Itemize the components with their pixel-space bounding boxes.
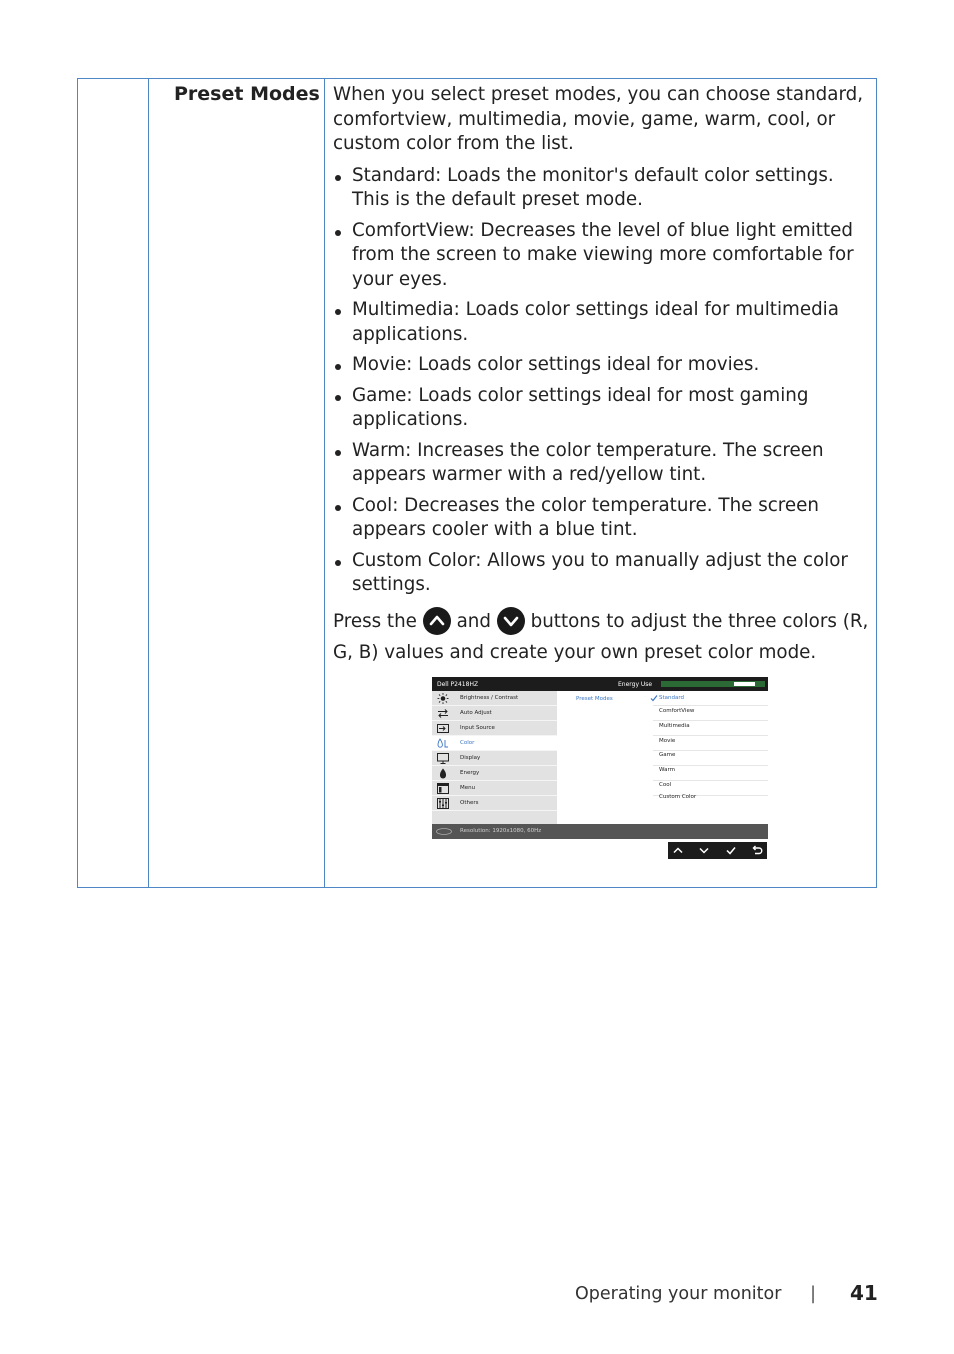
osd-menu-label: Energy	[460, 770, 480, 776]
preset-option-standard[interactable]	[653, 691, 768, 706]
osd-status-bar	[432, 824, 768, 839]
display-icon	[437, 753, 449, 764]
osd-menu-label: Others	[460, 800, 479, 806]
energy-icon	[437, 768, 449, 779]
chevron-up-icon	[423, 607, 451, 635]
osd-energy-label: Energy Use	[618, 681, 653, 688]
list-item: Standard: Loads the monitor's default color settings. This is the default preset mode.	[333, 164, 875, 213]
chevron-down-icon	[497, 607, 525, 635]
osd-submenu	[557, 691, 768, 824]
osd-menu-label: Input Source	[460, 725, 495, 731]
check-icon	[650, 694, 658, 702]
preset-option-game[interactable]	[653, 751, 768, 766]
list-item: Custom Color: Allows you to manually adjust the color settings.	[333, 549, 875, 598]
column-divider	[148, 79, 149, 887]
list-item: Game: Loads color settings ideal for most gaming applications.	[333, 384, 875, 433]
settings-table	[77, 78, 877, 888]
osd-header	[432, 677, 768, 691]
preset-option-label: Custom Color	[659, 794, 697, 800]
preset-option-label: Game	[659, 752, 676, 758]
preset-option-label: Movie	[659, 738, 676, 744]
list-item: Multimedia: Loads color settings ideal for multimedia applications.	[333, 298, 875, 347]
osd-model-name: Dell P2418HZ	[437, 681, 479, 688]
energy-use-bar	[661, 681, 765, 687]
column-divider	[324, 79, 325, 887]
press-text-3: buttons to adjust the three colors (R, G, B) values and create your own preset color mode.	[333, 610, 869, 663]
preset-option-custom-color[interactable]	[653, 796, 768, 811]
preset-option-label: Standard	[659, 695, 685, 701]
row-heading: Preset Modes	[174, 83, 320, 105]
osd-menu-brightness-contrast[interactable]	[432, 691, 557, 706]
osd-menu-illustration	[432, 677, 768, 859]
osd-menu-label: Brightness / Contrast	[460, 695, 519, 701]
list-item: Movie: Loads color settings ideal for movies.	[333, 353, 875, 378]
back-icon[interactable]	[750, 844, 764, 857]
footer-separator: |	[810, 1283, 817, 1304]
osd-menu-others[interactable]	[432, 796, 557, 811]
preset-option-label: ComfortView	[659, 708, 695, 714]
osd-menu-energy[interactable]	[432, 766, 557, 781]
energy-use-indicator	[734, 682, 755, 686]
preset-option-label: Multimedia	[659, 723, 690, 729]
input-source-icon	[437, 723, 449, 734]
resolution-text: Resolution: 1920x1080, 60Hz	[460, 828, 542, 834]
osd-menu-label: Color	[460, 740, 475, 746]
osd-menu-label: Display	[460, 755, 481, 761]
menu-icon	[437, 783, 449, 794]
osd-menu-auto-adjust[interactable]	[432, 706, 557, 721]
preset-option-movie[interactable]	[653, 736, 768, 751]
others-icon	[437, 798, 449, 809]
osd-menu-display[interactable]	[432, 751, 557, 766]
preset-option-warm[interactable]	[653, 766, 768, 781]
osd-menu-label: Menu	[460, 785, 476, 791]
check-icon[interactable]	[724, 844, 738, 857]
preset-option-label: Cool	[659, 782, 672, 788]
list-item: Cool: Decreases the color temperature. The screen appears cooler with a blue tint.	[333, 494, 875, 543]
list-item: ComfortView: Decreases the level of blue light emitted from the screen to make viewing more comfortable for your eyes.	[333, 219, 875, 293]
osd-button-bar	[668, 842, 767, 859]
intro-text: When you select preset modes, you can choose standard, comfortview, multimedia, movie, game, warm, cool, or custom color from the list.	[333, 84, 864, 154]
preset-list	[333, 164, 875, 598]
footer-section-title: Operating your monitor	[575, 1284, 782, 1304]
osd-main-menu	[432, 691, 557, 824]
dell-logo-icon	[436, 828, 452, 835]
brightness-icon	[437, 693, 449, 704]
chevron-down-icon[interactable]	[697, 844, 711, 857]
press-text-1: Press the	[333, 610, 417, 632]
page-number: 41	[850, 1281, 878, 1305]
color-icon	[437, 738, 449, 749]
osd-menu-menu[interactable]	[432, 781, 557, 796]
auto-adjust-icon	[437, 708, 449, 719]
osd-menu-color[interactable]	[432, 736, 557, 751]
osd-menu-input-source[interactable]	[432, 721, 557, 736]
press-text-2: and	[456, 610, 491, 632]
preset-option-multimedia[interactable]	[653, 721, 768, 736]
row-description	[333, 83, 875, 668]
osd-menu-label: Auto Adjust	[460, 710, 492, 716]
osd-submenu-label[interactable]: Preset Modes	[576, 696, 613, 702]
list-item: Warm: Increases the color temperature. The screen appears warmer with a red/yellow tint.	[333, 439, 875, 488]
press-instructions	[333, 606, 875, 668]
chevron-up-icon[interactable]	[671, 844, 685, 857]
preset-option-comfortview[interactable]	[653, 706, 768, 721]
preset-option-label: Warm	[659, 767, 675, 773]
